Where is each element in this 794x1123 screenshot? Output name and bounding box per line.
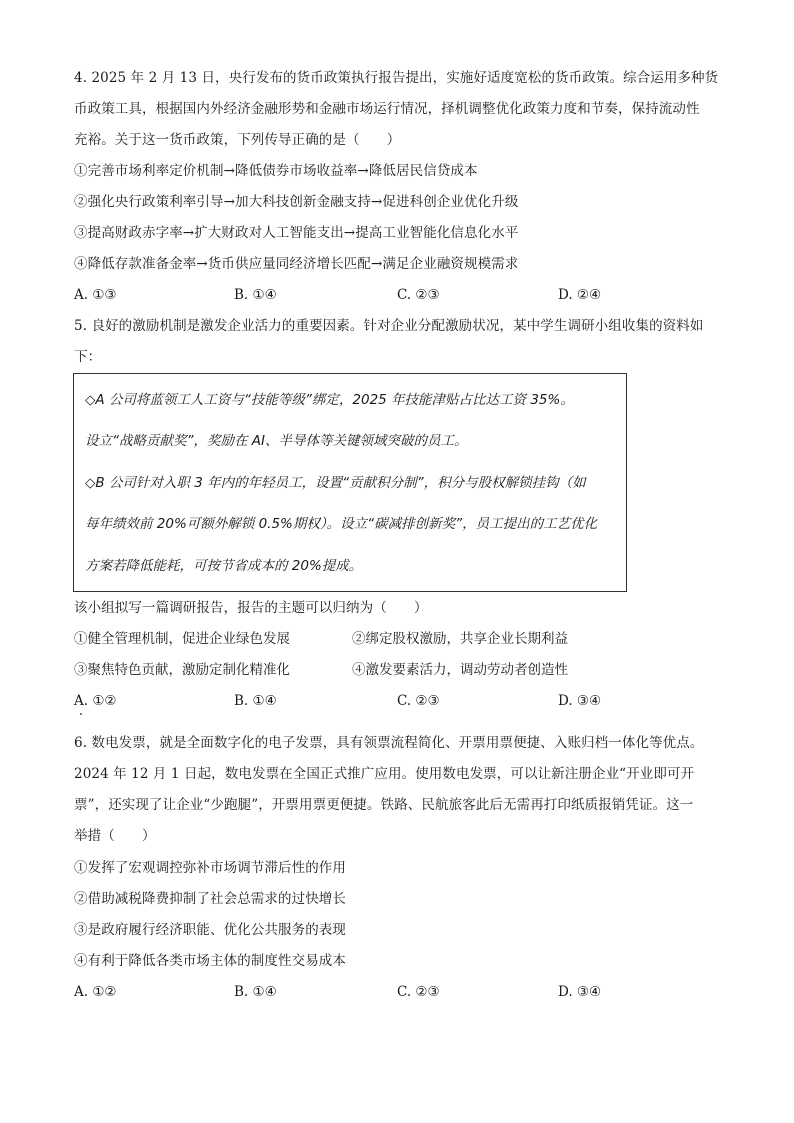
q5-material-line-5: 方案若降低能耗，可按节省成本的 20%提成。 (85, 558, 363, 574)
q5-option-d: D. ③④ (558, 693, 602, 709)
q5-items-row-2 (74, 660, 714, 680)
q5-option-b: B. ①④ (234, 693, 277, 709)
q4-stem-line-1: 4. 2025 年 2 月 13 日，央行发布的货币政策执行报告提出，实施好适度宽松的货币政策。综合运用多种货 (74, 70, 719, 86)
q4-option-c: C. ②③ (397, 287, 440, 303)
q4-item-3: ③提高财政赤字率→扩大财政对人工智能支出→提高工业智能化信息化水平 (74, 225, 519, 241)
q5-item-4: ④激发要素活力，调动劳动者创造性 (352, 662, 568, 678)
q6-option-a: A. ①② (74, 984, 117, 1000)
q6-stem-line-3: 票”，还实现了让企业“少跑腿”，开票用票更便捷。铁路、民航旅客此后无需再打印纸质报销凭证。这一 (74, 797, 694, 813)
q6-item-3: ③是政府履行经济职能、优化公共服务的表现 (74, 922, 346, 938)
q5-material-line-2: 设立“战略贡献奖”，奖励在 AI、半导体等关键领域突破的员工。 (85, 433, 468, 449)
q6-options (74, 982, 714, 1002)
q6-item-2: ②借助减税降费抑制了社会总需求的过快增长 (74, 891, 346, 907)
q5-stem-line-1: 5. 良好的激励机制是激发企业活力的重要因素。针对企业分配激励状况，某中学生调研小组收集的资料如 (74, 318, 704, 334)
q5-options (74, 691, 714, 711)
q6-option-b: B. ①④ (234, 984, 277, 1000)
q5-question: 该小组拟写一篇调研报告，报告的主题可以归纳为（ ） (74, 600, 428, 616)
q4-stem-line-3: 充裕。关于这一货币政策，下列传导正确的是（ ） (74, 132, 401, 148)
q6-stem-line-1: 6. 数电发票，就是全面数字化的电子发票，具有领票流程简化、开票用票便捷、入账归档一体化等优点。 (74, 735, 704, 751)
q4-item-2: ②强化央行政策利率引导→加大科技创新金融支持→促进科创企业优化升级 (74, 194, 519, 210)
q5-material-line-3: ◇B 公司针对入职 3 年内的年轻员工，设置“贡献积分制”，积分与股权解锁挂钩（如 (85, 475, 586, 491)
q6-option-d: D. ③④ (558, 984, 602, 1000)
q5-material-line-4: 每年绩效前 20%可额外解锁 0.5%期权）。设立“碳减排创新奖”，员工提出的工艺优化 (85, 516, 598, 532)
q5-item-3: ③聚焦特色贡献，激励定制化精准化 (74, 662, 290, 678)
q4-item-1: ①完善市场利率定价机制→降低债券市场收益率→降低居民信贷成本 (74, 163, 478, 179)
q4-option-d: D. ②④ (558, 287, 602, 303)
q5-item-1: ①健全管理机制，促进企业绿色发展 (74, 631, 290, 647)
q5-option-c: C. ②③ (397, 693, 440, 709)
q5-material-box (73, 373, 627, 592)
q6-option-c: C. ②③ (397, 984, 440, 1000)
stray-dot (80, 713, 82, 715)
q5-stem-line-2: 下： (74, 349, 102, 365)
q5-material-line-1: ◇A 公司将蓝领工人工资与“技能等级”绑定，2025 年技能津贴占比达工资 35%。 (85, 392, 574, 408)
q5-option-a: A. ①② (74, 693, 117, 709)
q4-stem-line-2: 币政策工具，根据国内外经济金融形势和金融市场运行情况，择机调整优化政策力度和节奏，保持流动性 (74, 101, 700, 117)
q5-items-row-1 (74, 629, 714, 649)
q4-options (74, 285, 714, 305)
q4-option-a: A. ①③ (74, 287, 117, 303)
q6-item-4: ④有利于降低各类市场主体的制度性交易成本 (74, 953, 346, 969)
q6-item-1: ①发挥了宏观调控弥补市场调节滞后性的作用 (74, 860, 346, 876)
q4-option-b: B. ①④ (234, 287, 277, 303)
q5-item-2: ②绑定股权激励，共享企业长期利益 (352, 631, 568, 647)
q4-item-4: ④降低存款准备金率→货币供应量同经济增长匹配→满足企业融资规模需求 (74, 256, 519, 272)
q6-stem-line-2: 2024 年 12 月 1 日起，数电发票在全国正式推广应用。使用数电发票，可以让新注册企业“开业即可开 (74, 766, 695, 782)
q6-stem-line-4: 举措（ ） (74, 828, 156, 844)
